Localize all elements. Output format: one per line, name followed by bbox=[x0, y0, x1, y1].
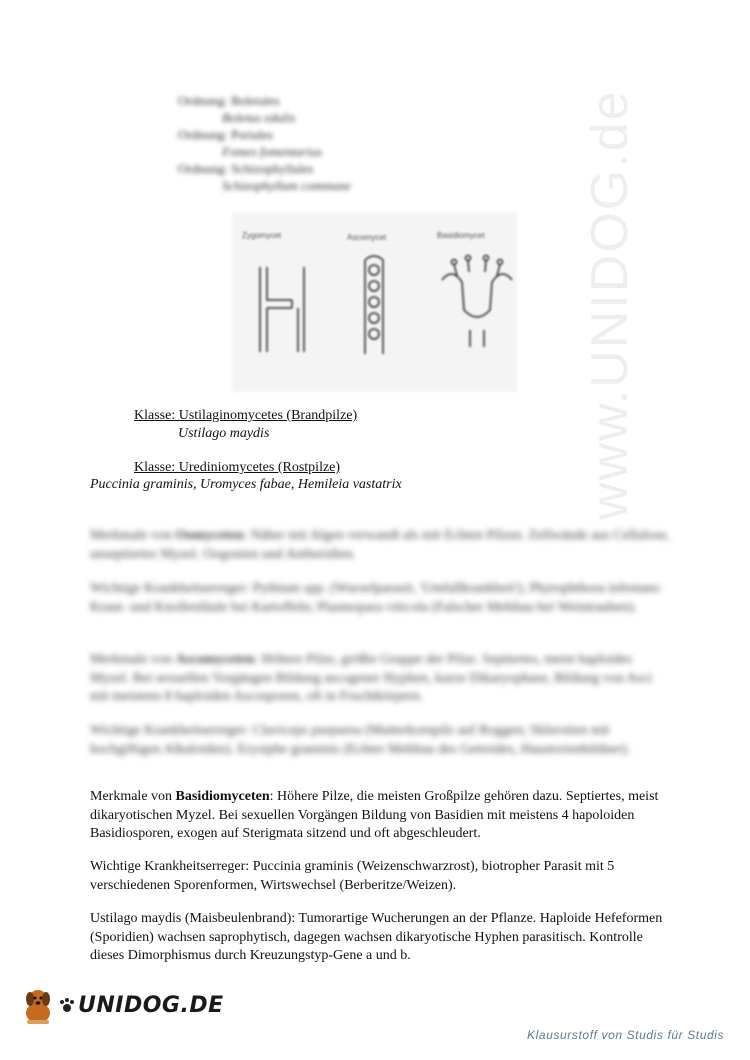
ustilago-paragraph: Ustilago maydis (Maisbeulenbrand): Tumorartige Wucherungen an der Pflanze. Haploide Hefeformen (Sporidien) wachsen saprophytisch, dagegen wachsen dikaryotische Hyphen parasitisch. Kontrolle dieses Dimorphismus durch Kreuzungstyp-Gene a und b. bbox=[90, 911, 663, 963]
dog-icon bbox=[20, 985, 56, 1025]
basidiomyceten-term: Basidiomyceten bbox=[175, 789, 270, 804]
oomyceten-pathogens-paragraph: Wichtige Krankheitserreger: Pythium spp. (Wurzelparasit, 'Umfallkrankheit'); Phytophthora infestans: Kraut- und Knollenfäule bei Kartoffeln; Plasmopara viticola (Falscher Mehltau bei Weintrauben). bbox=[90, 581, 662, 615]
taxonomy-art-3: Schizophyllum commune bbox=[222, 178, 351, 193]
watermark: www.UNIDOG.de bbox=[581, 89, 639, 520]
zygomycet-hypha bbox=[260, 267, 304, 352]
paw-icon bbox=[58, 996, 76, 1014]
taxonomy-ordnung-1: Ordnung: Boletales bbox=[178, 93, 280, 108]
unidog-logo-text: UNIDOG.DE bbox=[78, 992, 224, 1018]
pathogen-paragraph: Wichtige Krankheitserreger: Puccinia graminis (Weizenschwarzrost), biotropher Parasit mit 5 verschiedenen Sporenformen, Wirtswechsel (Berberitze/Weizen). bbox=[90, 859, 615, 893]
basidiomyceten-paragraph: Merkmale von Basidiomyceten: Höhere Pilze, die meisten Großpilze gehören dazu. Septiertes, meist dikaryotischen Myzel. Bei sexuellen Vorgängen Bildung von Basidien mit meistens 4 hapoloiden Basidiosporen, exogen auf Sterigmata sitzend und oft abgeschleudert. bbox=[90, 789, 659, 841]
ascomycet-ascus bbox=[365, 256, 383, 354]
klasse-ustilaginomycetes: Klasse: Ustilaginomycetes (Brandpilze) bbox=[134, 408, 358, 423]
diagram-label-zygomycet: Zygomycet bbox=[242, 231, 282, 240]
diagram-label-basidiomycet: Basidiomycet bbox=[437, 231, 485, 240]
unidog-logo[interactable] bbox=[20, 985, 224, 1025]
ascomyceten-paragraph: Merkmale von Ascomyceten: Höhere Pilze, größte Gruppe der Pilze. Septiertes, meist haploides Myzel. Bei sexuellen Vorgängen Bildung ascogener Hyphen, kurze Dikaryophase, Bildung von Asci mit meistens 8 haploiden Ascosporen, oft in Fruchtkörpern. bbox=[90, 652, 653, 704]
taxonomy-ordnung-3: Ordnung: Schizophyllales bbox=[178, 161, 314, 176]
taxonomy-ordnung-2: Ordnung: Poriales bbox=[178, 127, 273, 142]
basidiomycet-basidium bbox=[442, 256, 512, 348]
klasse-urediniomycetes: Klasse: Urediniomycetes (Rostpilze) bbox=[134, 460, 341, 475]
species-puccinia: Puccinia graminis, Uromyces fabae, Hemileia vastatrix bbox=[90, 477, 402, 492]
taxonomy-art-2: Fomes fomentarius bbox=[222, 144, 323, 159]
oomyceten-paragraph: Merkmale von Oomyceten: Näher mit Algen verwandt als mit Echten Pilzen. Zellwände aus Cellulose, unseptiertes Myzel. Oogonien und Antheridien. bbox=[90, 528, 670, 562]
taxonomy-art-1: Boletus edulis bbox=[222, 110, 296, 125]
ascomyceten-pathogens-paragraph: Wichtige Krankheitserreger: Claviceps purpurea (Mutterkornpilz auf Roggen; Sklerotien mit hochgiftigen Alkaloiden). Erysiphe graminis (Echter Mehltau des Getreides, Haustorienbildner). bbox=[90, 723, 631, 757]
species-ustilago: Ustilago maydis bbox=[178, 426, 270, 441]
footer-tagline: Klausurstoff von Studis für Studis bbox=[527, 1028, 725, 1042]
diagram-label-ascomycet: Ascomycet bbox=[347, 233, 387, 242]
hyphae-diagram bbox=[232, 212, 517, 392]
